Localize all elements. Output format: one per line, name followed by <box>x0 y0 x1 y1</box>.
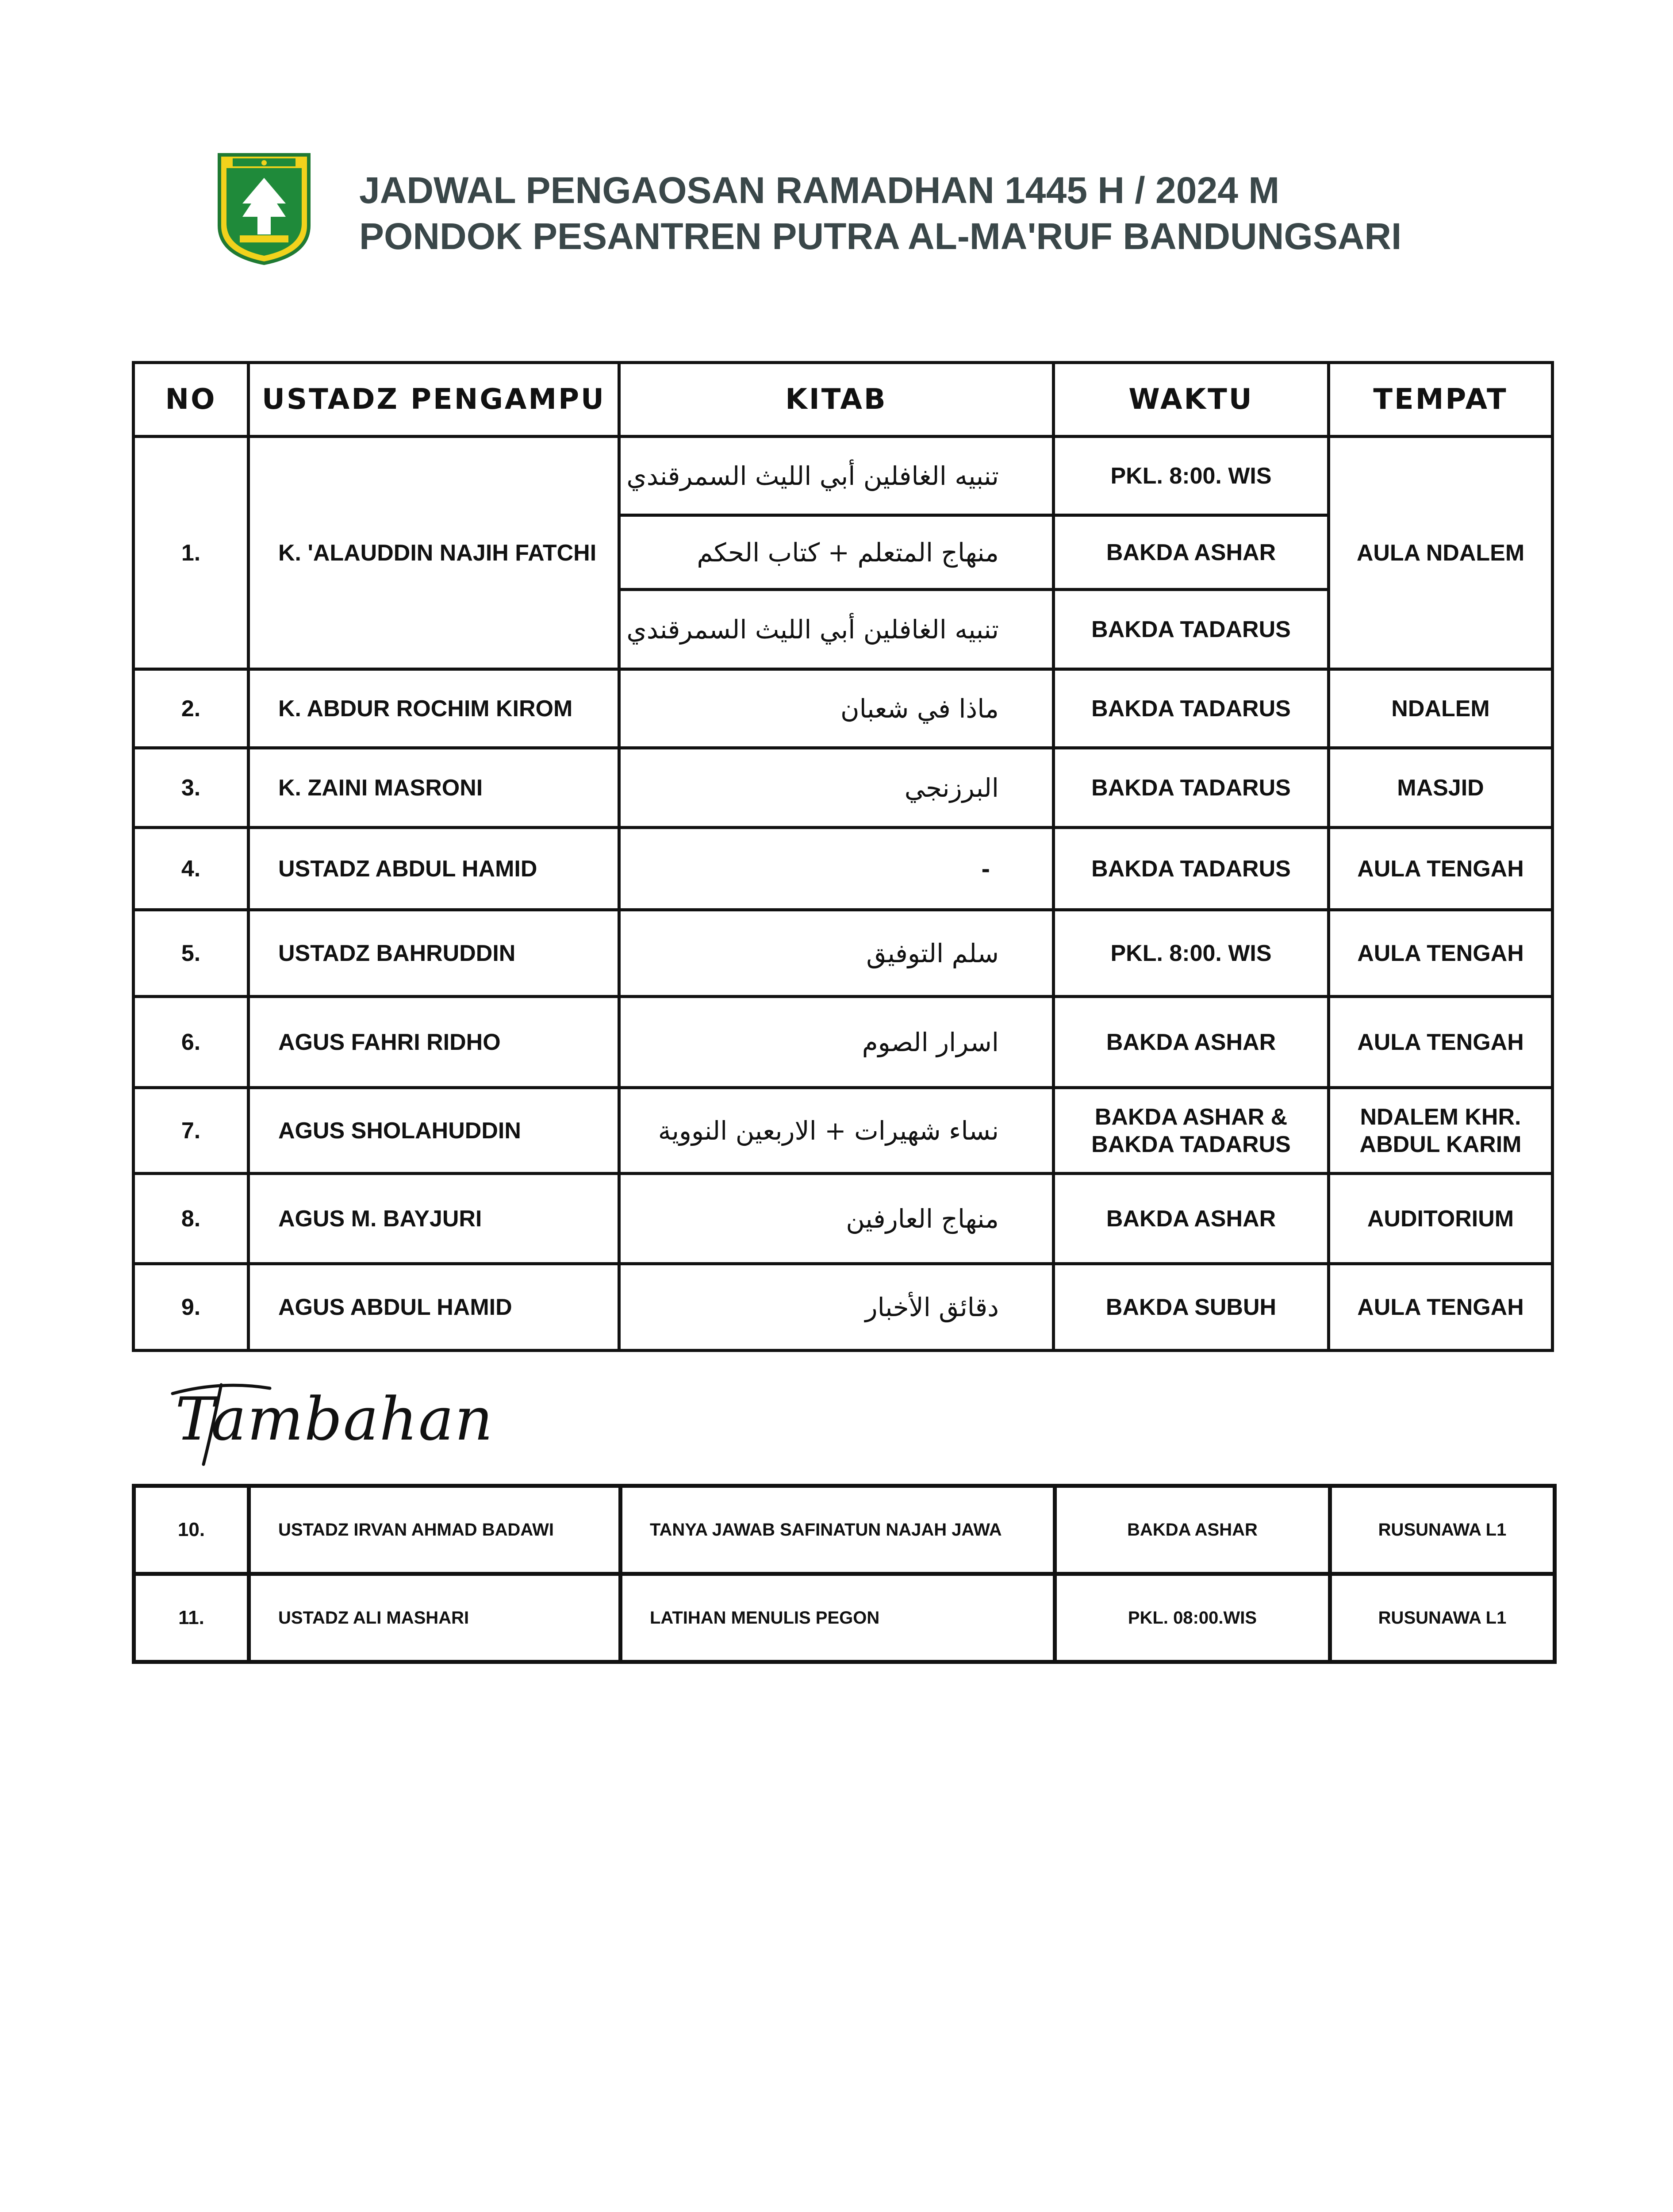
row-tempat: MASJID <box>1329 748 1553 828</box>
row-no: 3. <box>134 748 249 828</box>
header-waktu: WAKTU <box>1054 363 1329 437</box>
row-tempat: NDALEM <box>1329 669 1553 748</box>
table-row <box>134 1088 1553 1174</box>
row-ustadz: AGUS ABDUL HAMID <box>249 1264 619 1351</box>
header-no: NO <box>134 363 249 437</box>
page-title <box>359 167 1401 259</box>
row-kitab: تنبيه الغافلين أبي الليث السمرقندي <box>619 590 1054 669</box>
row-waktu <box>1054 1088 1329 1174</box>
row-tempat: AULA TENGAH <box>1329 997 1553 1088</box>
row-ustadz: USTADZ ALI MASHARI <box>249 1574 621 1662</box>
table-row <box>134 1486 1555 1574</box>
row-waktu: BAKDA ASHAR <box>1054 997 1329 1088</box>
header-kitab: KITAB <box>619 363 1054 437</box>
row-kitab: اسرار الصوم <box>619 997 1054 1088</box>
waktu-line-1: BAKDA ASHAR & <box>1094 1104 1288 1130</box>
table-row <box>134 1174 1553 1264</box>
row-waktu: BAKDA TADARUS <box>1054 669 1329 748</box>
table-row <box>134 1264 1553 1351</box>
row-waktu: BAKDA SUBUH <box>1054 1264 1329 1351</box>
tambahan-label: Tambahan <box>175 1385 494 1454</box>
table-row <box>134 828 1553 910</box>
row-ustadz: K. ZAINI MASRONI <box>249 748 619 828</box>
schedule-table <box>132 361 1554 1352</box>
row-no: 4. <box>134 828 249 910</box>
row-waktu: BAKDA TADARUS <box>1054 828 1329 910</box>
tempat-line-1: NDALEM KHR. <box>1360 1104 1521 1130</box>
row-kitab: TANYA JAWAB SAFINATUN NAJAH JAWA <box>621 1486 1055 1574</box>
row-no: 1. <box>134 437 249 669</box>
row-ustadz: AGUS FAHRI RIDHO <box>249 997 619 1088</box>
table-row <box>134 1574 1555 1662</box>
row-tempat: AULA TENGAH <box>1329 910 1553 997</box>
row-kitab: سلم التوفيق <box>619 910 1054 997</box>
row-kitab: منهاج المتعلم + كتاب الحكم <box>619 515 1054 590</box>
table-row <box>134 910 1553 997</box>
row-ustadz: AGUS M. BAYJURI <box>249 1174 619 1264</box>
row-no: 7. <box>134 1088 249 1174</box>
header-tempat: TEMPAT <box>1329 363 1553 437</box>
row-waktu: BAKDA ASHAR <box>1054 515 1329 590</box>
row-tempat: RUSUNAWA L1 <box>1330 1574 1555 1662</box>
row-no: 8. <box>134 1174 249 1264</box>
row-ustadz: K. 'ALAUDDIN NAJIH FATCHI <box>249 437 619 669</box>
row-kitab: البرزنجي <box>619 748 1054 828</box>
row-kitab: دقائق الأخبار <box>619 1264 1054 1351</box>
title-line-2: PONDOK PESANTREN PUTRA AL-MA'RUF BANDUNGSARI <box>359 215 1402 257</box>
row-no: 11. <box>134 1574 249 1662</box>
additional-schedule-table <box>132 1484 1557 1664</box>
row-ustadz: USTADZ ABDUL HAMID <box>249 828 619 910</box>
table-row <box>134 669 1553 748</box>
row-no: 2. <box>134 669 249 748</box>
row-waktu: PKL. 8:00. WIS <box>1054 437 1329 515</box>
row-kitab: - <box>619 828 1054 910</box>
row-kitab: LATIHAN MENULIS PEGON <box>621 1574 1055 1662</box>
header-ustadz: USTADZ PENGAMPU <box>249 363 619 437</box>
tempat-line-2: ABDUL KARIM <box>1359 1131 1522 1157</box>
table-header-row <box>134 363 1553 437</box>
row-tempat: RUSUNAWA L1 <box>1330 1486 1555 1574</box>
row-tempat: AULA TENGAH <box>1329 828 1553 910</box>
row-ustadz: USTADZ IRVAN AHMAD BADAWI <box>249 1486 621 1574</box>
row-no: 10. <box>134 1486 249 1574</box>
row-waktu: BAKDA TADARUS <box>1054 748 1329 828</box>
table-row <box>134 437 1553 515</box>
row-waktu: PKL. 08:00.WIS <box>1055 1574 1330 1662</box>
row-kitab: تنبيه الغافلين أبي الليث السمرقندي <box>619 437 1054 515</box>
row-kitab: نساء شهيرات + الاربعين النووية <box>619 1088 1054 1174</box>
row-ustadz: USTADZ BAHRUDDIN <box>249 910 619 997</box>
row-tempat <box>1329 1088 1553 1174</box>
pesantren-emblem-icon <box>215 150 313 266</box>
row-no: 6. <box>134 997 249 1088</box>
row-ustadz: AGUS SHOLAHUDDIN <box>249 1088 619 1174</box>
waktu-line-2: BAKDA TADARUS <box>1091 1131 1291 1157</box>
row-tempat: AULA TENGAH <box>1329 1264 1553 1351</box>
row-waktu: PKL. 8:00. WIS <box>1054 910 1329 997</box>
row-waktu: BAKDA ASHAR <box>1054 1174 1329 1264</box>
title-line-1: JADWAL PENGAOSAN RAMADHAN 1445 H / 2024 M <box>359 169 1280 211</box>
row-waktu: BAKDA ASHAR <box>1055 1486 1330 1574</box>
row-kitab: ماذا في شعبان <box>619 669 1054 748</box>
row-tempat: AUDITORIUM <box>1329 1174 1553 1264</box>
row-kitab: منهاج العارفين <box>619 1174 1054 1264</box>
row-no: 5. <box>134 910 249 997</box>
row-no: 9. <box>134 1264 249 1351</box>
row-waktu: BAKDA TADARUS <box>1054 590 1329 669</box>
row-tempat: AULA NDALEM <box>1329 437 1553 669</box>
table-row <box>134 997 1553 1088</box>
row-ustadz: K. ABDUR ROCHIM KIROM <box>249 669 619 748</box>
table-row <box>134 748 1553 828</box>
